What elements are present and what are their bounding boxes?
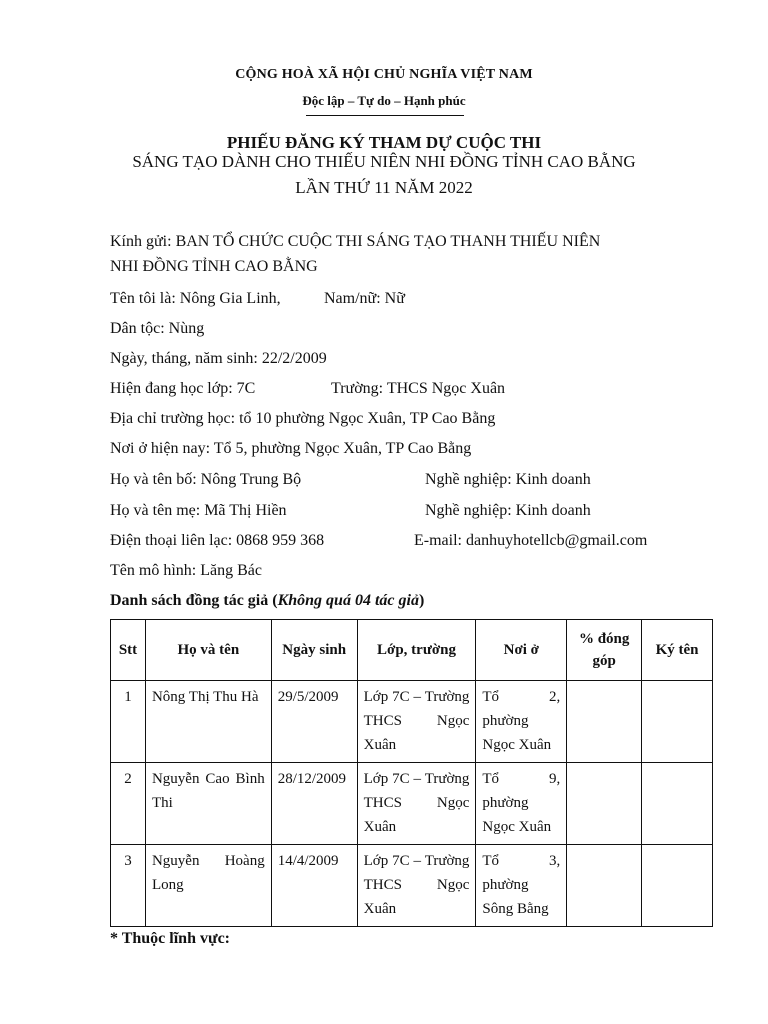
column-header-dob: Ngày sinh [271,620,357,681]
cell-residence: Tổ 3, phường Sông Bằng [476,845,567,927]
cell-residence: Tổ 2, phường Ngọc Xuân [476,681,567,763]
column-header-signature: Ký tên [642,620,713,681]
cell-class-school: Lớp 7C – Trường THCS Ngọc Xuân [357,763,476,845]
dob-field: Ngày, tháng, năm sinh: 22/2/2009 [110,350,327,367]
name-field: Tên tôi là: Nông Gia Linh, [110,290,281,307]
column-header-contribution: % đóng góp [567,620,642,681]
cell-signature [642,763,713,845]
cell-dob: 29/5/2009 [271,681,357,763]
email-field: E-mail: danhuyhotellcb@gmail.com [414,532,648,549]
column-header-class-school: Lớp, trường [357,620,476,681]
coauthors-heading-prefix: Danh sách đồng tác giả ( [110,592,278,609]
cell-signature [642,845,713,927]
cell-stt: 3 [111,845,146,927]
cell-name: Nguyễn Hoàng Long [145,845,271,927]
contest-name: SÁNG TẠO DÀNH CHO THIẾU NIÊN NHI ĐỒNG TỈNH CAO BẰNG [132,152,636,171]
cell-dob: 28/12/2009 [271,763,357,845]
cell-contribution [567,763,642,845]
motto: Độc lập – Tự do – Hạnh phúc [302,93,466,108]
ethnicity-field: Dân tộc: Nùng [110,320,205,337]
coauthors-heading-suffix: ) [418,592,425,609]
coauthors-heading-note: Không quá 04 tác giả [277,592,419,609]
column-header-residence: Nơi ở [476,620,567,681]
father-name-field: Họ và tên bố: Nông Trung Bộ [110,471,302,488]
cell-class-school: Lớp 7C – Trường THCS Ngọc Xuân [357,681,476,763]
form-title: PHIẾU ĐĂNG KÝ THAM DỰ CUỘC THI [226,133,542,152]
cell-signature [642,681,713,763]
coauthors-table [110,619,713,927]
mother-name-field: Họ và tên mẹ: Mã Thị Hiền [110,502,287,519]
column-header-stt: Stt [111,620,146,681]
gender-field: Nam/nữ: Nữ [324,290,405,307]
cell-stt: 2 [111,763,146,845]
table-header-row [111,620,713,681]
father-job-field: Nghề nghiệp: Kinh doanh [425,471,591,488]
mother-job-field: Nghề nghiệp: Kinh doanh [425,502,591,519]
coauthors-heading [110,592,424,610]
nation-header: CỘNG HOÀ XÃ HỘI CHỦ NGHĨA VIỆT NAM [235,67,533,82]
cell-name: Nguyễn Cao Bình Thi [145,763,271,845]
table-row [111,845,713,927]
school-address-field: Địa chỉ trường học: tổ 10 phường Ngọc Xuân, TP Cao Bằng [110,410,496,427]
cell-name: Nông Thị Thu Hà [145,681,271,763]
cell-residence: Tổ 9, phường Ngọc Xuân [476,763,567,845]
school-field: Trường: THCS Ngọc Xuân [331,380,506,397]
phone-field: Điện thoại liên lạc: 0868 959 368 [110,532,325,549]
class-field: Hiện đang học lớp: 7C [110,380,256,397]
cell-contribution [567,845,642,927]
cell-dob: 14/4/2009 [271,845,357,927]
cell-contribution [567,681,642,763]
column-header-name: Họ và tên [145,620,271,681]
residence-field: Nơi ở hiện nay: Tổ 5, phường Ngọc Xuân, TP Cao Bằng [110,440,472,457]
field-of-study-label: * Thuộc lĩnh vực: [110,930,230,947]
table-row [111,681,713,763]
motto-underline [306,115,464,116]
table-row [111,763,713,845]
model-name-field: Tên mô hình: Lăng Bác [110,562,262,579]
recipient-line-1: Kính gửi: BAN TỔ CHỨC CUỘC THI SÁNG TẠO THANH THIẾU NIÊN [110,233,601,250]
cell-stt: 1 [111,681,146,763]
recipient-line-2: NHI ĐỒNG TỈNH CAO BẰNG [110,258,318,275]
contest-edition: LẦN THỨ 11 NĂM 2022 [295,178,473,197]
cell-class-school: Lớp 7C – Trường THCS Ngọc Xuân [357,845,476,927]
